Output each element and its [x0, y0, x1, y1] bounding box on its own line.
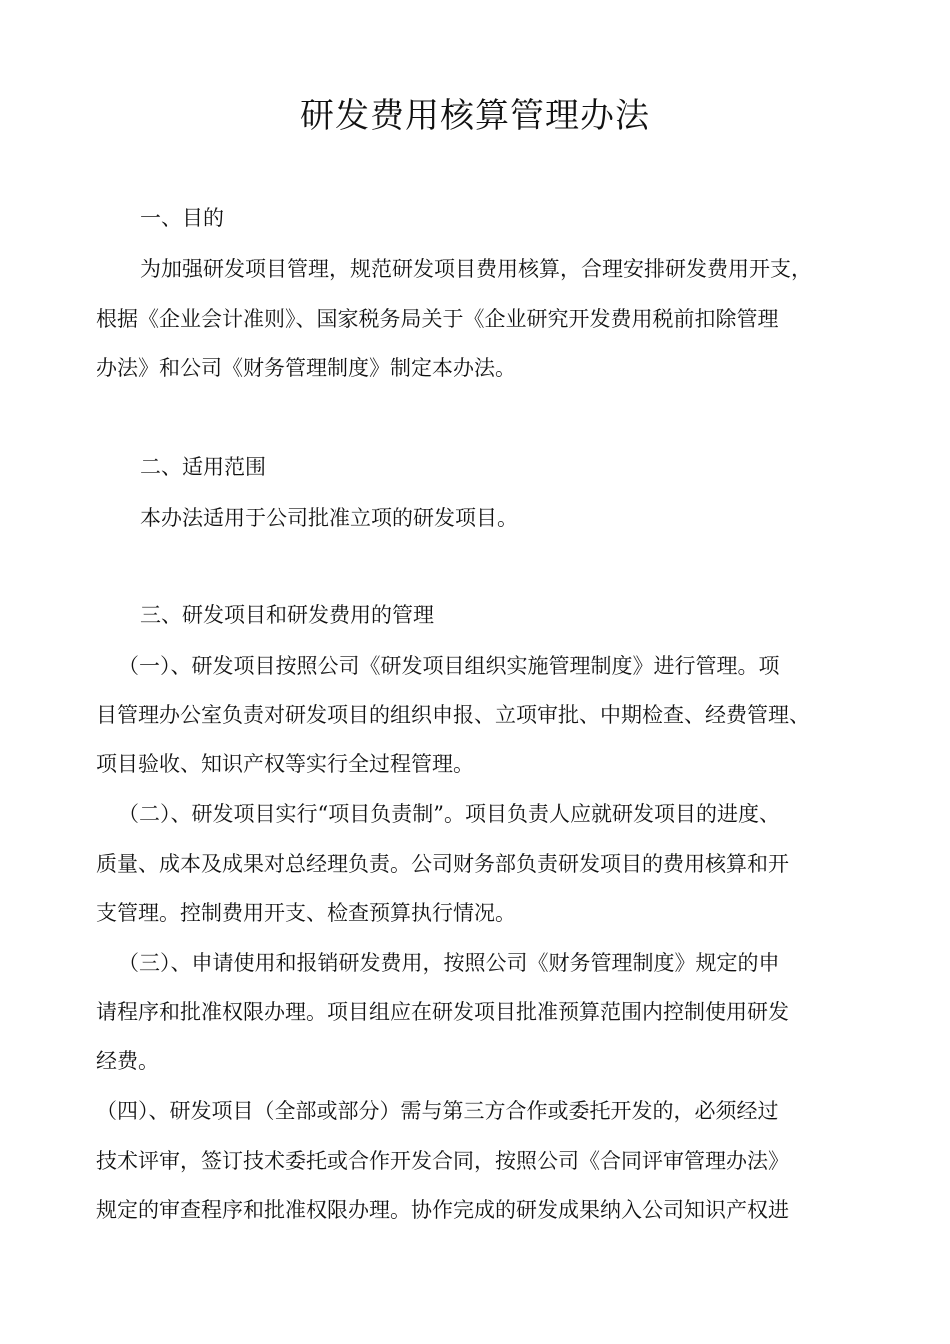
paragraph-line: 为加强研发项目管理，规范研发项目费用核算，合理安排研发费用开支，: [140, 257, 812, 281]
paragraph-line: 本办法适用于公司批准立项的研发项目。: [140, 506, 518, 530]
section-heading-management: 三、研发项目和研发费用的管理: [140, 603, 434, 627]
item-line: 经费。: [96, 1049, 159, 1073]
paragraph-line: 办法》和公司《财务管理制度》制定本办法。: [96, 356, 516, 380]
section-heading-scope: 二、适用范围: [140, 455, 266, 479]
item-line: （二）、研发项目实行“项目负责制”。项目负责人应就研发项目的进度、: [118, 802, 780, 826]
item-line: 项目验收、知识产权等实行全过程管理。: [96, 752, 474, 776]
item-line: 规定的审查程序和批准权限办理。协作完成的研发成果纳入公司知识产权进: [96, 1198, 789, 1222]
item-line: 支管理。控制费用开支、检查预算执行情况。: [96, 901, 516, 925]
paragraph-line: 根据《企业会计准则》、国家税务局关于《企业研究开发费用税前扣除管理: [96, 307, 779, 331]
item-line: 技术评审，签订技术委托或合作开发合同，按照公司《合同评审管理办法》: [96, 1149, 789, 1173]
item-line: 目管理办公室负责对研发项目的组织申报、立项审批、中期检查、经费管理、: [96, 703, 810, 727]
item-line: 请程序和批准权限办理。项目组应在研发项目批准预算范围内控制使用研发: [96, 1000, 789, 1024]
item-line: （三）、申请使用和报销研发费用，按照公司《财务管理制度》规定的申: [118, 951, 780, 975]
item-line: 质量、成本及成果对总经理负责。公司财务部负责研发项目的费用核算和开: [96, 852, 789, 876]
item-line: （四）、研发项目（全部或部分）需与第三方合作或委托开发的，必须经过: [96, 1099, 779, 1123]
document-title: 研发费用核算管理办法: [300, 96, 650, 136]
item-line: （一）、研发项目按照公司《研发项目组织实施管理制度》进行管理。项: [118, 654, 780, 678]
section-heading-purpose: 一、目的: [140, 206, 224, 230]
